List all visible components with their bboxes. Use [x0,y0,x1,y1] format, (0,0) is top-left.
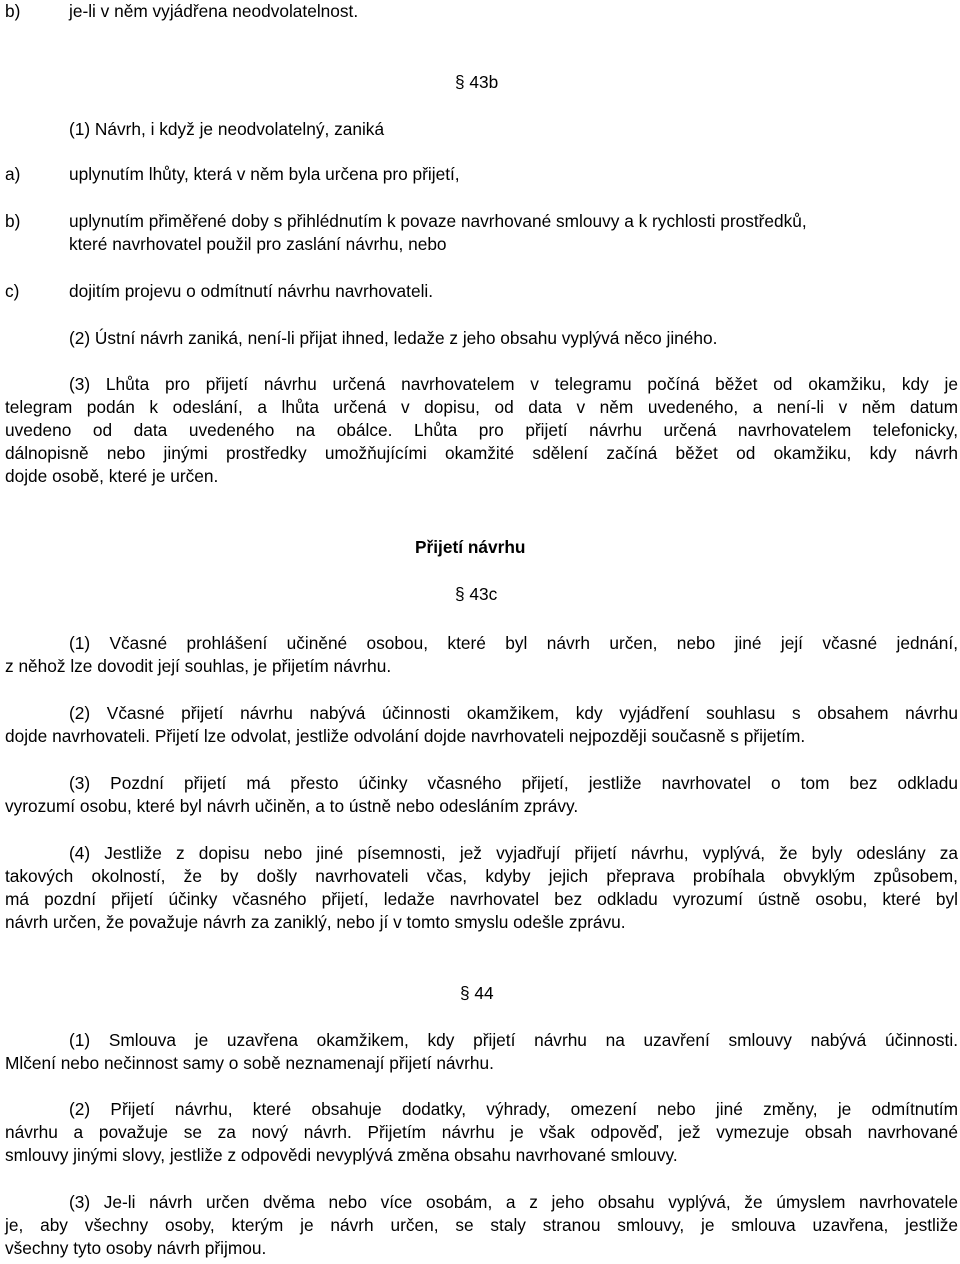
paragraph-line: (3) Pozdní přijetí má přesto účinky včasného přijetí, jestliže navrhovatel o tom bez odkladu [69,773,958,793]
paragraph-line: vyrozumí osobu, které byl návrh učiněn, a to ústně nebo odesláním zprávy. [5,796,579,816]
paragraph-line: (3) Je-li návrh určen dvěma nebo více osobám, a z jeho obsahu vyplývá, že úmyslem navrhovatele [69,1192,958,1212]
paragraph-line: telegram podán k odeslání, a lhůta určená v dopisu, od data v něm uvedeného, a není-li v něm datum [5,397,958,417]
paragraph-line: (1) Včasné prohlášení učiněné osobou, které byl návrh určen, nebo jiné její včasné jednání, [69,633,958,653]
paragraph-line: (4) Jestliže z dopisu nebo jiné písemnosti, jež vyjadřují přijetí návrhu, vyplývá, že byly odeslány za [69,843,958,863]
item-text-c: dojitím projevu o odmítnutí návrhu navrhovateli. [69,281,434,301]
paragraph-line: všechny tyto osoby návrh přijmou. [5,1238,267,1258]
paragraph-line: návrh určen, že považuje návrh za zaniklý, nebo jí v tomto smyslu odešle zprávu. [5,912,626,932]
paragraph-43b-1: (1) Návrh, i když je neodvolatelný, zaniká [69,119,385,139]
paragraph-line: je, aby všechny osoby, kterým je návrh určen, se staly stranou smlouvy, je smlouva uzavřena, jestliže [5,1215,958,1235]
paragraph-line: (2) Včasné přijetí návrhu nabývá účinnosti okamžikem, kdy vyjádření souhlasu s obsahem návrhu [69,703,958,723]
section-heading-44: § 44 [460,983,494,1003]
paragraph-43b-2: (2) Ústní návrh zaniká, není-li přijat ihned, ledaže z jeho obsahu vyplývá něco jiného. [69,328,718,348]
paragraph-line: z něhož lze dovodit její souhlas, je přijetím návrhu. [5,656,392,676]
paragraph-line: takových okolností, že by došly navrhovateli včas, kdyby jejich přeprava probíhala obvyklým způsobem, [5,866,958,886]
section-heading-43c: § 43c [455,584,498,604]
section-title: Přijetí návrhu [415,537,526,557]
paragraph-line: (2) Přijetí návrhu, které obsahuje dodatky, výhrady, omezení nebo jiné změny, je odmítnutím [69,1099,958,1119]
paragraph-line: dálnopisně nebo jinými prostředky umožňujícími okamžité sdělení začíná běžet od okamžiku, kdy návrh [5,443,958,463]
paragraph-line: Mlčení nebo nečinnost samy o sobě neznamenají přijetí návrhu. [5,1053,494,1073]
item-label-b2: b) [5,211,21,231]
item-text-b2-line2: které navrhovatel použil pro zaslání návrhu, nebo [69,234,447,254]
paragraph-line: má pozdní přijetí účinky včasného přijetí, ledaže navrhovatel bez odkladu vyrozumí ústně osobu, které byl [5,889,958,909]
paragraph-line: dojde navrhovateli. Přijetí lze odvolat, jestliže odvolání dojde navrhovateli nejpozději současně s přijetím. [5,726,806,746]
paragraph-line: (1) Smlouva je uzavřena okamžikem, kdy přijetí návrhu na uzavření smlouvy nabývá účinnosti. [69,1030,958,1050]
item-text-b: je-li v něm vyjádřena neodvolatelnost. [69,1,359,21]
paragraph-line: dojde osobě, které je určen. [5,466,219,486]
paragraph-line: uvedeno od data uvedeného na obálce. Lhůta pro přijetí návrhu určená navrhovatelem telefonicky, [5,420,958,440]
paragraph-line: smlouvy jinými slovy, jestliže z odpovědi nevyplývá změna obsahu navrhované smlouvy. [5,1145,678,1165]
item-text-a: uplynutím lhůty, která v něm byla určena pro přijetí, [69,164,460,184]
paragraph-line: (3) Lhůta pro přijetí návrhu určená navrhovatelem v telegramu počíná běžet od okamžiku, kdy je [69,374,958,394]
section-heading-43b: § 43b [455,72,499,92]
item-text-b2-line1: uplynutím přiměřené doby s přihlédnutím k povaze navrhované smlouvy a k rychlosti prostředků, [69,211,807,231]
item-label-b: b) [5,1,21,21]
paragraph-line: návrhu a považuje se za nový návrh. Přijetím návrhu je však odpověď, jež vymezuje obsah navrhované [5,1122,958,1142]
item-label-a: a) [5,164,21,184]
item-label-c: c) [5,281,20,301]
